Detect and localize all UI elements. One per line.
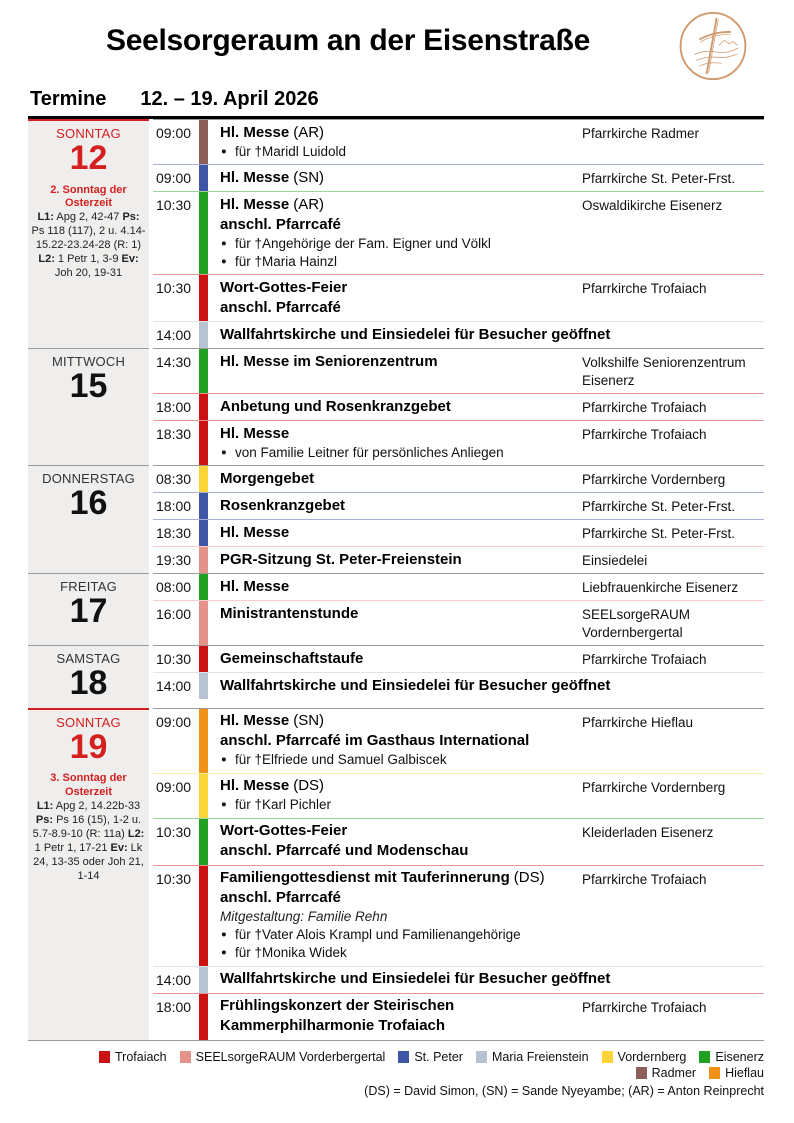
event-time: 08:00 — [156, 579, 192, 595]
event-location: Pfarrkirche Trofaiach — [582, 400, 707, 415]
day-sidebar — [28, 119, 149, 348]
event-location: Pfarrkirche St. Peter-Frst. — [582, 499, 736, 514]
liturgical-readings: L1: Apg 2, 14.22b-33 Ps: Ps 16 (15), 1-2 u. 5.7-8.9-10 (R: 11a) L2: 1 Petr 1, 17-21 Ev: Lk 24, 13-35 oder Joh 21, 1-14 — [32, 799, 145, 882]
event-title: Rosenkranzgebet — [220, 496, 346, 514]
liturgical-readings: L1: Apg 2, 42-47 Ps: Ps 118 (117), 2 u. 4.14-15.22-23.24-28 (R: 1) L2: 1 Petr 1, 3-9 Ev: Joh 20, 19-31 — [31, 211, 146, 279]
legend-color-swatch — [699, 1051, 710, 1063]
event-row — [153, 164, 764, 191]
category-color-bar — [199, 192, 208, 274]
event-title: Wort-Gottes-Feier — [220, 822, 348, 840]
event-row — [153, 773, 764, 818]
category-color-bar — [199, 601, 208, 645]
category-color-bar — [199, 967, 208, 993]
event-location: SEELsorgeRAUM Vordernbergertal — [582, 607, 691, 640]
legend-label: Maria Freienstein — [491, 1049, 589, 1064]
day-number: 17 — [69, 592, 108, 630]
legend-item — [99, 1050, 167, 1064]
category-color-bar — [199, 466, 208, 492]
event-row — [153, 672, 764, 699]
intentions — [220, 796, 578, 814]
feast-label: 3. Sonntag der Osterzeit — [50, 772, 127, 798]
event-title-line — [220, 424, 578, 444]
event-time: 18:30 — [156, 525, 192, 541]
celebrant-initials: (AR) — [293, 123, 325, 141]
intentions — [220, 235, 578, 271]
event-title-line — [220, 711, 578, 731]
event-row — [153, 574, 764, 600]
event-subtitles — [220, 298, 578, 318]
legend-color-swatch — [398, 1051, 409, 1063]
color-legend — [28, 1050, 764, 1082]
category-color-bar — [199, 574, 208, 600]
event-time: 10:30 — [156, 870, 192, 887]
event-title: Wallfahrtskirche und Einsiedelei für Besucher geöffnet — [220, 676, 611, 694]
legend-color-swatch — [602, 1051, 613, 1063]
event-details — [220, 601, 582, 645]
legend-color-swatch — [180, 1051, 191, 1063]
legend-item — [476, 1050, 589, 1064]
legend-color-swatch — [476, 1051, 487, 1063]
event-title-line — [220, 325, 760, 345]
event-title: Hl. Messe — [220, 777, 290, 795]
event-title: Hl. Messe — [220, 424, 290, 442]
event-row — [153, 393, 764, 420]
day-block — [28, 573, 764, 645]
day-sidebar — [28, 645, 149, 708]
event-row — [153, 191, 764, 274]
event-details — [220, 394, 582, 420]
day-list — [28, 119, 764, 1041]
event-title-line — [220, 397, 578, 417]
event-time: 09:00 — [156, 170, 192, 186]
legend-label: St. Peter — [414, 1049, 463, 1064]
day-sidebar — [28, 708, 149, 1040]
event-list — [153, 708, 764, 1040]
event-title-line — [220, 195, 578, 215]
event-title-line — [220, 604, 578, 624]
event-row — [153, 519, 764, 546]
event-details — [220, 520, 582, 546]
event-title: Frühlingskonzert der Steirischen Kammerphilharmonie Trofaiach — [220, 997, 455, 1035]
event-details — [220, 774, 582, 818]
event-time: 09:00 — [156, 713, 192, 730]
event-title-line — [220, 676, 760, 696]
category-color-bar — [199, 994, 208, 1040]
event-time: 10:30 — [156, 197, 192, 213]
day-name: SONNTAG — [56, 126, 121, 141]
intention-line: ● von Familie Leitner für persönliches Anliegen — [220, 444, 578, 462]
event-details — [220, 547, 582, 573]
event-location: Pfarrkirche Vordernberg — [582, 779, 726, 795]
category-color-bar — [199, 709, 208, 773]
event-subtitles — [220, 215, 578, 235]
event-title: Hl. Messe — [220, 123, 290, 141]
intention-line: ● für †Monika Widek — [220, 944, 578, 962]
event-location: Oswaldikirche Eisenerz — [582, 198, 723, 213]
legend-color-swatch — [636, 1067, 647, 1079]
event-location: Einsiedelei — [582, 553, 648, 568]
event-title: Familiengottesdienst mit Tauferinnerung — [220, 869, 510, 887]
category-color-bar — [199, 520, 208, 546]
event-time: 10:30 — [156, 280, 192, 296]
event-subtitle: anschl. Pfarrcafé und Modenschau — [220, 842, 469, 860]
event-details — [220, 967, 764, 993]
day-block — [28, 708, 764, 1041]
category-color-bar — [199, 866, 208, 966]
legend-item — [709, 1066, 764, 1080]
celebrant-initials: (SN) — [293, 712, 325, 730]
event-time: 09:00 — [156, 125, 192, 141]
event-row — [153, 646, 764, 672]
celebrant-legend: (DS) = David Simon, (SN) = Sande Nyeyambe; (AR) = Anton Reinprecht — [364, 1083, 764, 1098]
event-time: 14:30 — [156, 354, 192, 370]
event-location: Pfarrkirche Trofaiach — [582, 871, 707, 887]
event-details — [220, 120, 582, 164]
category-color-bar — [199, 547, 208, 573]
category-color-bar — [199, 819, 208, 865]
category-color-bar — [199, 394, 208, 420]
event-title-line — [220, 278, 578, 298]
legend-color-swatch — [709, 1067, 720, 1079]
intentions — [220, 751, 578, 769]
day-sidebar — [28, 348, 149, 465]
event-time: 14:00 — [156, 971, 192, 988]
event-time: 18:00 — [156, 998, 192, 1015]
day-number: 18 — [69, 664, 108, 702]
event-time: 16:00 — [156, 606, 192, 622]
event-location: Pfarrkirche St. Peter-Frst. — [582, 171, 736, 186]
event-row — [153, 600, 764, 645]
day-name: SONNTAG — [56, 714, 121, 730]
day-block — [28, 348, 764, 465]
date-range: 12. – 19. April 2026 — [140, 88, 319, 110]
intention-line: ● für †Elfriede und Samuel Galbiscek — [220, 751, 578, 769]
event-details — [220, 819, 582, 865]
event-row — [153, 865, 764, 966]
day-name: SAMSTAG — [56, 651, 121, 666]
event-row — [153, 349, 764, 393]
event-subtitle: anschl. Pfarrcafé im Gasthaus International — [220, 732, 530, 750]
intention-line: ● für †Maria Hainzl — [220, 253, 578, 271]
event-title: Wallfahrtskirche und Einsiedelei für Besucher geöffnet — [220, 325, 611, 343]
event-time: 18:30 — [156, 426, 192, 442]
event-title: Hl. Messe — [220, 712, 290, 730]
day-block — [28, 119, 764, 348]
page-header — [28, 10, 764, 82]
week-header — [28, 84, 764, 119]
event-title-line — [220, 496, 578, 516]
event-details — [220, 165, 582, 191]
event-title: Hl. Messe — [220, 168, 290, 186]
event-row — [153, 709, 764, 773]
event-title-line — [220, 969, 760, 989]
event-title: Wort-Gottes-Feier — [220, 278, 348, 296]
event-details — [220, 421, 582, 465]
parish-cross-logo-icon — [668, 10, 764, 82]
day-number: 19 — [69, 727, 108, 766]
legend-label: Vordernberg — [617, 1049, 687, 1064]
category-color-bar — [199, 646, 208, 672]
event-details — [220, 574, 582, 600]
section-label: Termine — [30, 88, 107, 110]
event-list — [153, 465, 764, 573]
day-number: 16 — [69, 484, 108, 522]
event-subtitles — [220, 841, 578, 861]
legend-item — [636, 1066, 696, 1080]
event-details — [220, 866, 582, 966]
day-name: MITTWOCH — [51, 354, 126, 369]
legend-footer — [28, 1050, 764, 1098]
event-time: 08:30 — [156, 471, 192, 487]
legend-label: Hieflau — [725, 1065, 764, 1080]
event-details — [220, 646, 582, 672]
intention-line: ● für †Karl Pichler — [220, 796, 578, 814]
event-details — [220, 493, 582, 519]
day-name: FREITAG — [60, 579, 117, 594]
event-row — [153, 321, 764, 348]
event-title: Ministrantenstunde — [220, 604, 359, 622]
day-sidebar — [28, 465, 149, 573]
event-title: Wallfahrtskirche und Einsiedelei für Besucher geöffnet — [220, 970, 611, 988]
day-block — [28, 645, 764, 708]
event-details — [220, 709, 582, 773]
event-title: Hl. Messe im Seniorenzentrum — [220, 352, 438, 370]
event-list — [153, 119, 764, 348]
event-time: 18:00 — [156, 399, 192, 415]
category-color-bar — [199, 275, 208, 321]
event-location: Liebfrauenkirche Eisenerz — [582, 580, 739, 595]
category-color-bar — [199, 120, 208, 164]
event-title-line — [220, 523, 578, 543]
event-time: 14:00 — [156, 678, 192, 694]
event-title: Hl. Messe — [220, 195, 290, 213]
intentions — [220, 444, 578, 462]
intentions — [220, 926, 578, 962]
celebrant-initials: (SN) — [293, 168, 325, 186]
event-time: 10:30 — [156, 651, 192, 667]
day-number: 15 — [69, 367, 108, 405]
event-details — [220, 673, 764, 699]
event-row — [153, 420, 764, 465]
event-details — [220, 349, 582, 393]
event-title-line — [220, 123, 578, 143]
event-row — [153, 274, 764, 321]
event-location: Pfarrkirche Radmer — [582, 126, 700, 141]
event-location: Pfarrkirche St. Peter-Frst. — [582, 526, 736, 541]
event-subtitle: anschl. Pfarrcafé — [220, 215, 341, 233]
category-color-bar — [199, 349, 208, 393]
event-location: Pfarrkirche Trofaiach — [582, 652, 707, 667]
day-number: 12 — [69, 139, 108, 177]
day-name: DONNERSTAG — [42, 471, 135, 486]
event-subtitles — [220, 731, 578, 751]
event-title-line — [220, 649, 578, 669]
event-location: Kleiderladen Eisenerz — [582, 824, 714, 840]
intention-line: ● für †Vater Alois Krampl und Familienangehörige — [220, 926, 578, 944]
category-color-bar — [199, 322, 208, 348]
feast-label: 2. Sonntag der Osterzeit — [50, 183, 127, 209]
event-subtitles — [220, 888, 578, 908]
legend-label: Radmer — [651, 1065, 697, 1080]
legend-item — [398, 1050, 463, 1064]
celebrant-initials: (DS) — [293, 777, 325, 795]
category-color-bar — [199, 493, 208, 519]
category-color-bar — [199, 165, 208, 191]
category-color-bar — [199, 774, 208, 818]
intention-line: ● für †Angehörige der Fam. Eigner und Völkl — [220, 235, 578, 253]
celebrant-initials: (DS) — [513, 869, 545, 887]
event-row — [153, 966, 764, 993]
event-title-line — [220, 821, 578, 841]
event-details — [220, 322, 764, 348]
event-details — [220, 994, 582, 1040]
event-details — [220, 192, 582, 274]
event-title-line — [220, 996, 578, 1036]
page-title: Seelsorgeraum an der Eisenstraße — [106, 24, 590, 57]
event-row — [153, 818, 764, 865]
event-subtitle: anschl. Pfarrcafé — [220, 889, 341, 907]
event-details — [220, 466, 582, 492]
event-title-line — [220, 168, 578, 188]
event-title: Gemeinschaftstaufe — [220, 649, 364, 667]
legend-item — [602, 1050, 687, 1064]
event-row — [153, 492, 764, 519]
event-note: Mitgestaltung: Familie Rehn — [220, 909, 388, 925]
event-title-line — [220, 868, 578, 888]
legend-color-swatch — [99, 1051, 110, 1063]
event-title-line — [220, 776, 578, 796]
legend-label: Eisenerz — [715, 1049, 764, 1064]
event-list — [153, 645, 764, 708]
event-list — [153, 348, 764, 465]
event-list — [153, 573, 764, 645]
event-time: 10:30 — [156, 823, 192, 840]
event-row — [153, 546, 764, 573]
event-row — [153, 466, 764, 492]
day-block — [28, 465, 764, 573]
legend-item — [699, 1050, 764, 1064]
event-title: Hl. Messe — [220, 577, 290, 595]
event-location: Pfarrkirche Vordernberg — [582, 472, 726, 487]
category-color-bar — [199, 421, 208, 465]
event-title: PGR-Sitzung St. Peter-Freienstein — [220, 550, 462, 568]
event-row — [153, 993, 764, 1040]
event-time: 19:30 — [156, 552, 192, 568]
event-title-line — [220, 550, 578, 570]
intention-line: ● für †Maridl Luidold — [220, 143, 578, 161]
legend-label: Trofaiach — [114, 1049, 167, 1064]
category-color-bar — [199, 673, 208, 699]
event-title: Hl. Messe — [220, 523, 290, 541]
event-subtitle: anschl. Pfarrcafé — [220, 298, 341, 316]
event-location: Pfarrkirche Trofaiach — [582, 281, 707, 296]
legend-label: SEELsorgeRAUM Vorderbergertal — [195, 1049, 386, 1064]
legend-item — [180, 1050, 386, 1064]
event-location: Pfarrkirche Trofaiach — [582, 999, 707, 1015]
intentions — [220, 143, 578, 161]
event-location: Volkshilfe Seniorenzentrum Eisenerz — [582, 355, 746, 388]
day-sidebar — [28, 573, 149, 645]
event-title-line — [220, 577, 578, 597]
event-details — [220, 275, 582, 321]
event-time: 09:00 — [156, 778, 192, 795]
event-location: Pfarrkirche Hieflau — [582, 714, 694, 730]
celebrant-initials: (AR) — [293, 195, 325, 213]
event-title-line — [220, 352, 578, 372]
event-row — [153, 120, 764, 164]
event-time: 14:00 — [156, 327, 192, 343]
event-title: Morgengebet — [220, 469, 315, 487]
event-time: 18:00 — [156, 498, 192, 514]
event-title-line — [220, 469, 578, 489]
event-location: Pfarrkirche Trofaiach — [582, 427, 707, 442]
event-title: Anbetung und Rosenkranzgebet — [220, 397, 451, 415]
